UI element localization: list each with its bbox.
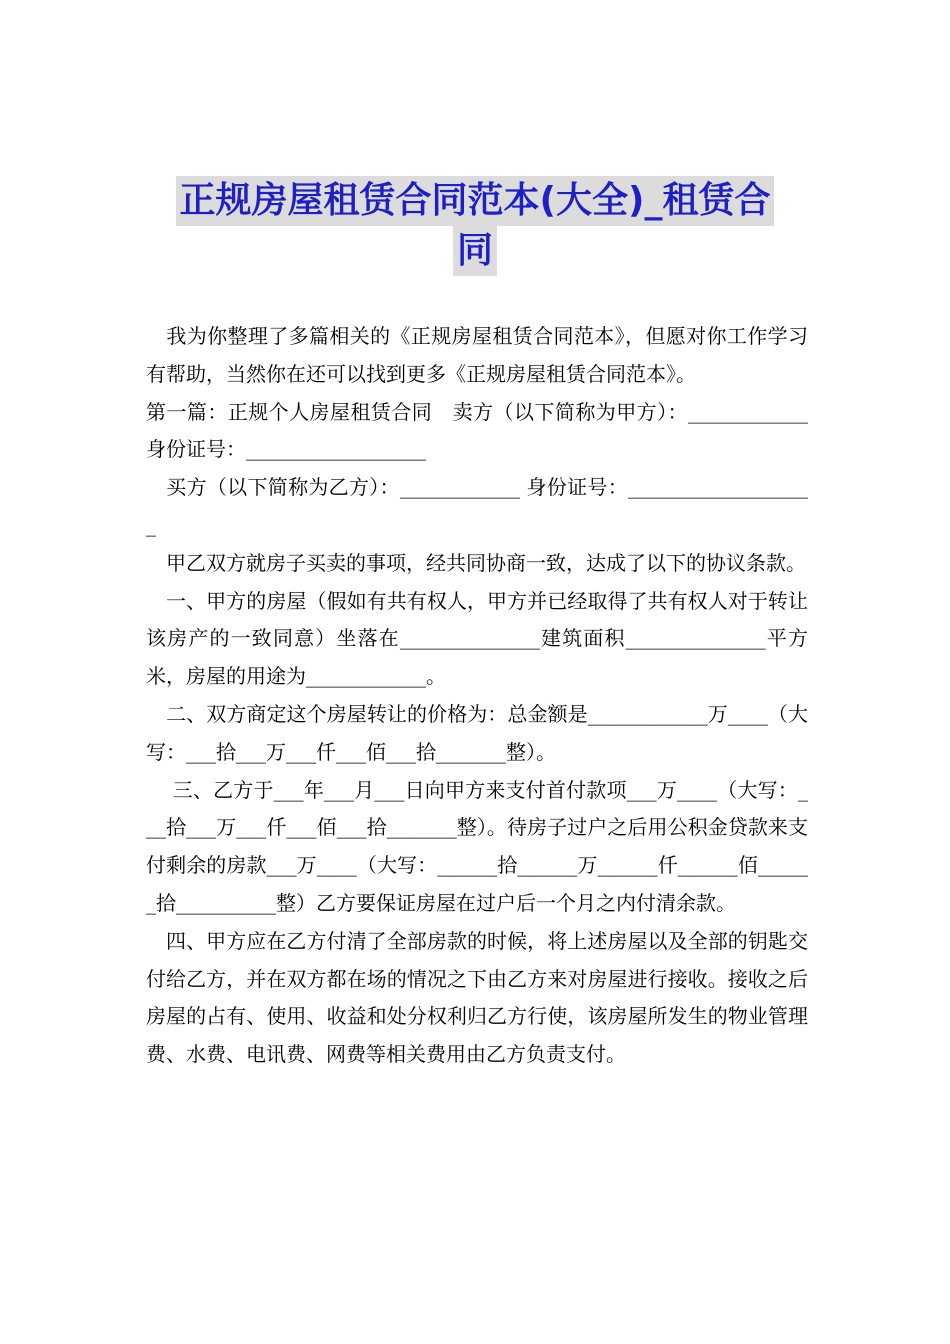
buyer-info-paragraph: 买方（以下简称为乙方）：____________ 身份证号：___________________ [146,475,808,537]
document-title [140,176,810,276]
agreement-paragraph: 甲乙双方就房子买卖的事项，经共同协商一致，达成了以下的协议条款。 [146,550,806,575]
clause-2-paragraph: 二、双方商定这个房屋转让的价格为：总金额是____________万____（大写：___拾___万___仟___佰___拾_______整）。 [146,701,808,764]
clause-4-paragraph: 四、甲方应在乙方付清了全部房款的时候，将上述房屋以及全部的钥匙交付给乙方，并在双方都在场的情况之下由乙方来对房屋进行接收。接收之后房屋的占有、使用、收益和处分权利归乙方行使，该房屋所发生的物业管理费、水费、电讯费、网费等相关费用由乙方负责支付。 [146,928,808,1067]
seller-info-paragraph: 第一篇：正规个人房屋租赁合同 卖方（以下简称为甲方）：____________身份证号：__________________ [146,399,808,462]
intro-paragraph: 我为你整理了多篇相关的《正规房屋租赁合同范本》，但愿对你工作学习有帮助，当然你在还可以找到更多《正规房屋租赁合同范本》。 [146,324,808,386]
document-body [146,318,808,1074]
clause-3-paragraph: 三、乙方于___年___月___日向甲方来支付首付款项___万____（大写：___拾___万___仟___佰___拾_______整）。待房子过户之后用公积金贷款来支付剩余的房款___万____（大写：______拾______万______仟______佰______拾__________整）乙方要保证房屋在过户后一个月之内付清余款。 [146,777,808,915]
title-line-1: 正规房屋租赁合同范本(大全)_租赁合 [176,176,775,226]
title-line-2: 同 [453,226,497,276]
clause-1-paragraph: 一、甲方的房屋（假如有共有权人，甲方并已经取得了共有权人对于转让该房产的一致同意）坐落在______________建筑面积______________平方米，房屋的用途为____________。 [146,588,808,689]
